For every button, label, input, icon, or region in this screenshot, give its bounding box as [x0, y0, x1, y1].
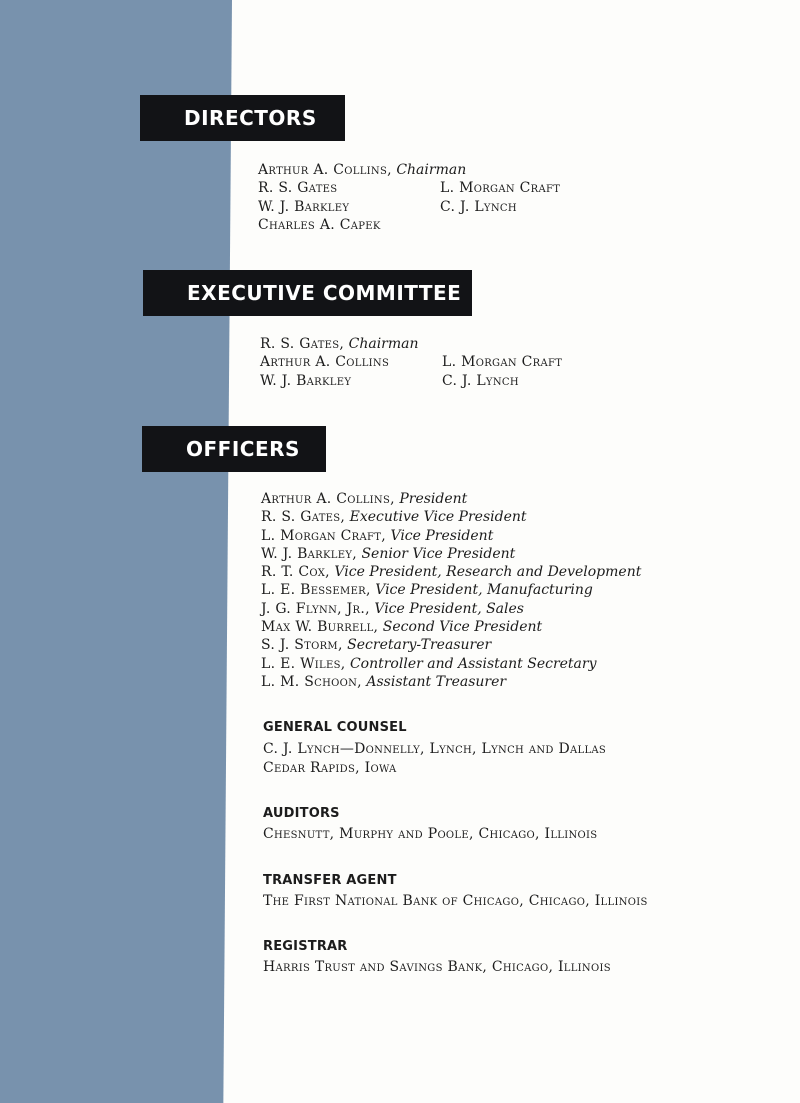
officer-row: [261, 527, 641, 545]
directors-title: DIRECTORS: [184, 106, 317, 130]
director-name: L. Morgan Craft: [440, 180, 561, 197]
officer-title: Second Vice President: [382, 619, 543, 636]
registrar-line: Harris Trust and Savings Bank, Chicago, Illinois: [263, 959, 611, 975]
exec-row: [260, 353, 562, 371]
auditors-line: Chesnutt, Murphy and Poole, Chicago, Illinois: [263, 826, 598, 842]
officers-banner: [142, 426, 326, 472]
officer-name: L. M. Schoon,: [261, 673, 362, 690]
officer-row: [261, 636, 641, 654]
officer-name: W. J. Barkley,: [261, 545, 357, 562]
director-name: W. J. Barkley: [258, 198, 350, 215]
exec-chairman-role: Chairman: [348, 336, 419, 352]
officer-name: L. Morgan Craft,: [261, 527, 386, 544]
director-name: R. S. Gates: [258, 180, 338, 197]
officer-name: Max W. Burrell,: [261, 619, 379, 636]
director-name: Charles A. Capek: [258, 216, 381, 233]
directors-row: [258, 179, 560, 197]
directors-banner: [140, 95, 345, 141]
general-counsel-heading: GENERAL COUNSEL: [263, 720, 407, 735]
exec-member-name: C. J. Lynch: [442, 372, 519, 389]
officer-row: [261, 673, 641, 691]
officer-row: [261, 655, 641, 673]
officer-title: Controller and Assistant Secretary: [349, 655, 597, 672]
officer-row: [261, 563, 641, 581]
officers-title: OFFICERS: [186, 437, 300, 461]
exec-chairman-name: R. S. Gates,: [260, 336, 345, 352]
directors-list: [258, 161, 560, 234]
exec-member-name: L. Morgan Craft: [442, 354, 563, 371]
executive-committee-title: EXECUTIVE COMMITTEE: [187, 281, 462, 305]
officer-name: R. T. Cox,: [261, 564, 330, 581]
officer-title: Senior Vice President: [361, 545, 516, 562]
officer-row: [261, 618, 641, 636]
directors-chairman-role: Chairman: [396, 162, 467, 178]
officer-name: R. S. Gates,: [261, 509, 346, 526]
officer-row: [261, 581, 641, 599]
officer-title: Secretary-Treasurer: [347, 637, 492, 654]
officer-title: President: [399, 491, 468, 507]
exec-chairman-row: [260, 335, 562, 353]
officer-name: J. G. Flynn, Jr.,: [261, 600, 370, 617]
transfer-agent-line: The First National Bank of Chicago, Chicago, Illinois: [263, 893, 648, 909]
officer-name: L. E. Wiles,: [261, 655, 346, 672]
officer-row: [261, 508, 641, 526]
registrar-heading: REGISTRAR: [263, 939, 348, 954]
officer-name: L. E. Bessemer,: [261, 582, 371, 599]
officer-title: Vice President, Research and Development: [334, 564, 642, 581]
director-name: C. J. Lynch: [440, 198, 517, 215]
executive-committee-list: [260, 335, 562, 390]
officer-name: Arthur A. Collins,: [261, 491, 395, 507]
directors-chairman-name: Arthur A. Collins,: [258, 162, 392, 178]
officer-name: S. J. Storm,: [261, 637, 343, 654]
officer-title: Vice President, Manufacturing: [375, 582, 593, 599]
officer-row: [261, 600, 641, 618]
directors-row: [258, 216, 560, 234]
general-counsel-line: C. J. Lynch—Donnelly, Lynch, Lynch and Dallas: [263, 741, 607, 757]
directors-chairman-row: [258, 161, 560, 179]
officer-title: Assistant Treasurer: [366, 673, 507, 690]
side-color-band: [0, 0, 232, 1103]
executive-committee-banner: [143, 270, 472, 316]
officer-title: Vice President: [390, 527, 494, 544]
exec-row: [260, 372, 562, 390]
exec-member-name: Arthur A. Collins: [260, 354, 390, 371]
officer-title: Executive Vice President: [349, 509, 527, 526]
auditors-heading: AUDITORS: [263, 806, 340, 821]
officer-row: [261, 545, 641, 563]
transfer-agent-heading: TRANSFER AGENT: [263, 873, 397, 888]
officer-title: Vice President, Sales: [374, 600, 524, 617]
directors-row: [258, 198, 560, 216]
exec-member-name: W. J. Barkley: [260, 372, 352, 389]
general-counsel-line: Cedar Rapids, Iowa: [263, 760, 397, 776]
officer-row: [261, 490, 641, 508]
officers-list: [261, 490, 641, 691]
